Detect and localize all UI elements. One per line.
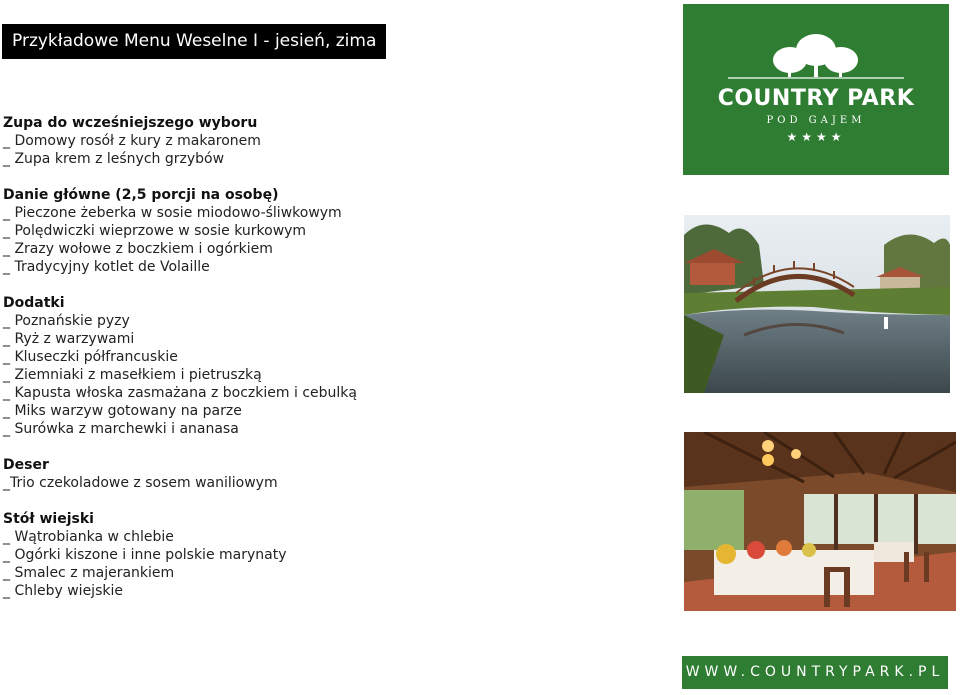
park-bridge-photo bbox=[684, 215, 950, 393]
menu-item: _ Kapusta włoska zasmażana z boczkiem i cebulką bbox=[3, 385, 357, 401]
menu-item: _ Chleby wiejskie bbox=[3, 583, 123, 599]
menu-section bbox=[3, 294, 663, 438]
page-title: Przykładowe Menu Weselne I - jesień, zima bbox=[2, 24, 386, 59]
logo-subtitle: POD GAJEM bbox=[766, 115, 866, 126]
menu-list bbox=[3, 114, 663, 618]
menu-item: _ Ryż z warzywami bbox=[3, 331, 135, 347]
menu-item: _ Ogórki kiszone i inne polskie marynaty bbox=[3, 547, 287, 563]
menu-item: _ Polędwiczki wieprzowe w sosie kurkowym bbox=[3, 223, 307, 239]
menu-section bbox=[3, 114, 663, 168]
menu-section bbox=[3, 456, 663, 492]
menu-item: _ Poznańskie pyzy bbox=[3, 313, 130, 329]
section-heading: Dodatki bbox=[3, 295, 65, 311]
section-heading: Deser bbox=[3, 457, 49, 473]
website-link[interactable]: WWW.COUNTRYPARK.PL bbox=[682, 656, 948, 689]
menu-item: _ Pieczone żeberka w sosie miodowo-śliwkowym bbox=[3, 205, 342, 221]
menu-item: _ Tradycyjny kotlet de Volaille bbox=[3, 259, 210, 275]
menu-item: _ Zrazy wołowe z boczkiem i ogórkiem bbox=[3, 241, 273, 257]
section-heading: Zupa do wcześniejszego wyboru bbox=[3, 115, 258, 131]
logo-stars: ★★★★ bbox=[786, 130, 846, 144]
menu-item: _ Smalec z majerankiem bbox=[3, 565, 175, 581]
country-park-logo bbox=[683, 4, 949, 175]
section-heading: Stół wiejski bbox=[3, 511, 94, 527]
menu-item: _Trio czekoladowe z sosem waniliowym bbox=[3, 475, 278, 491]
section-heading: Danie główne (2,5 porcji na osobę) bbox=[3, 187, 279, 203]
menu-item: _ Domowy rosół z kury z makaronem bbox=[3, 133, 261, 149]
menu-item: _ Zupa krem z leśnych grzybów bbox=[3, 151, 225, 167]
menu-section bbox=[3, 186, 663, 276]
menu-section bbox=[3, 510, 663, 600]
menu-item: _ Kluseczki półfrancuskie bbox=[3, 349, 178, 365]
menu-item: _ Wątrobianka w chlebie bbox=[3, 529, 174, 545]
logo-name: COUNTRY PARK bbox=[717, 86, 915, 111]
menu-item: _ Surówka z marchewki i ananasa bbox=[3, 421, 239, 437]
menu-item: _ Miks warzyw gotowany na parze bbox=[3, 403, 242, 419]
menu-item: _ Ziemniaki z masełkiem i pietruszką bbox=[3, 367, 262, 383]
restaurant-terrace-photo bbox=[684, 432, 956, 611]
